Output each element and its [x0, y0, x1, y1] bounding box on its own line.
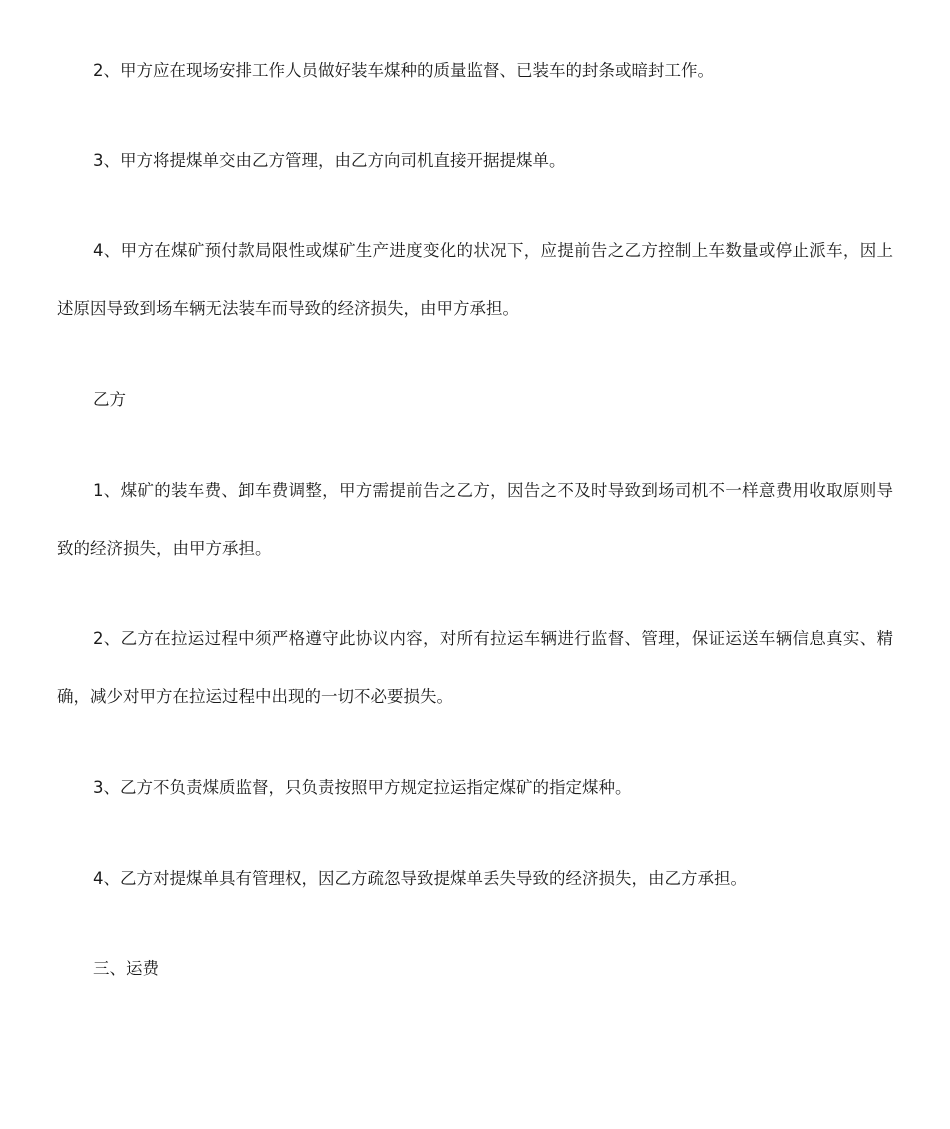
section-heading-party-b: 乙方 [93, 390, 126, 409]
paragraph-party-a-clause-3: 3、甲方将提煤单交由乙方管理，由乙方向司机直接开据提煤单。 [93, 151, 566, 170]
paragraph-party-b-clause-3: 3、乙方不负责煤质监督，只负责按照甲方规定拉运指定煤矿的指定煤种。 [93, 778, 632, 797]
paragraph-party-b-clause-2: 2、乙方在拉运过程中须严格遵守此协议内容，对所有拉运车辆进行监督、管理，保证运送车辆信息真实、精确，减少对甲方在拉运过程中出现的一切不必要损失。 [57, 629, 893, 706]
paragraph-party-b-clause-4: 4、乙方对提煤单具有管理权，因乙方疏忽导致提煤单丢失导致的经济损失，由乙方承担。 [93, 869, 747, 888]
paragraph-party-a-clause-2: 2、甲方应在现场安排工作人员做好装车煤种的质量监督、已装车的封条或暗封工作。 [93, 61, 714, 80]
paragraph-party-a-clause-4: 4、甲方在煤矿预付款局限性或煤矿生产进度变化的状况下，应提前告之乙方控制上车数量或停止派车，因上述原因导致到场车辆无法装车而导致的经济损失，由甲方承担。 [57, 241, 893, 318]
paragraph-party-b-clause-1: 1、煤矿的装车费、卸车费调整，甲方需提前告之乙方，因告之不及时导致到场司机不一样意费用收取原则导致的经济损失，由甲方承担。 [57, 481, 893, 558]
section-heading-freight: 三、运费 [93, 959, 159, 978]
